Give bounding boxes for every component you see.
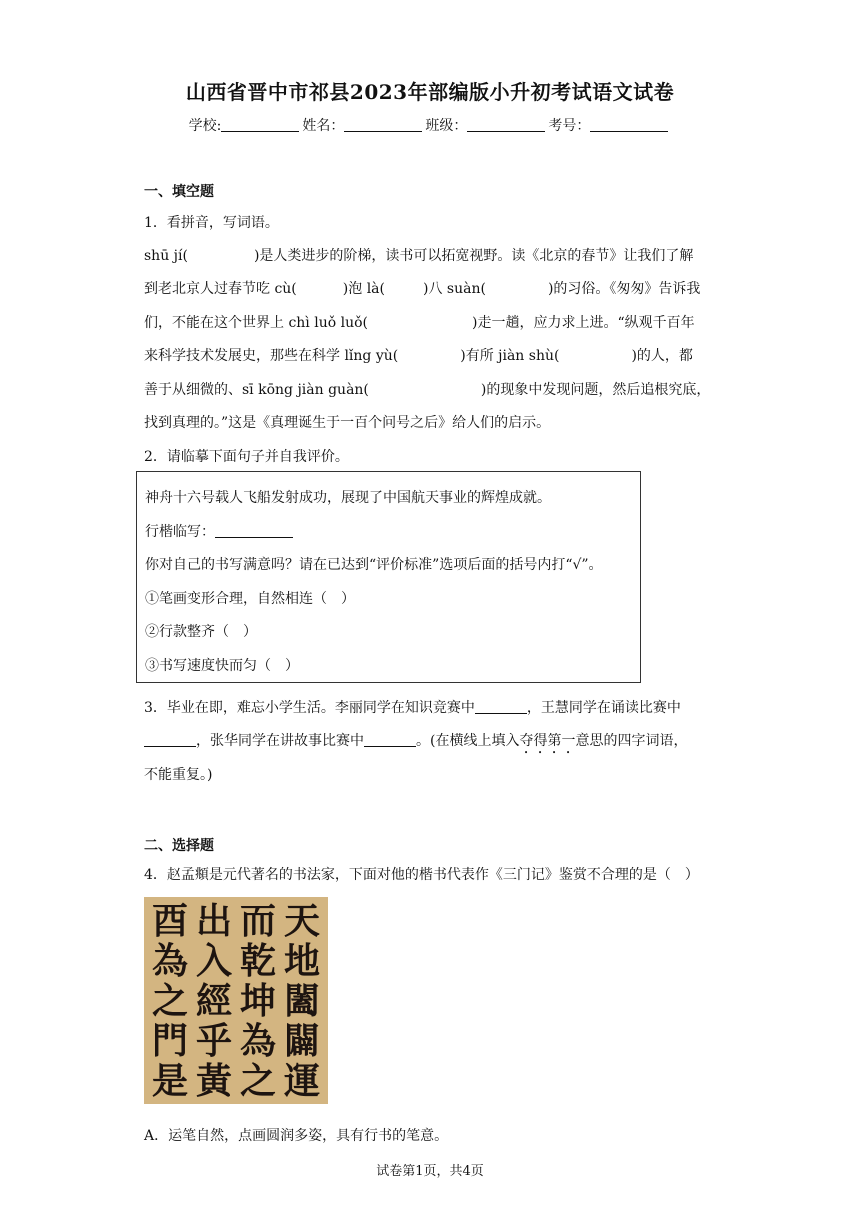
calligraphy-character: 酉 xyxy=(151,900,188,942)
q1-l4-c: )的人，都 xyxy=(631,348,693,364)
q1-line-3 xyxy=(144,312,716,332)
q1-l3-b: )走一趟，应力求上进。“纵观千百年 xyxy=(472,315,695,331)
self-evaluation-question: 你对自己的书写满意吗？请在已达到“评价标准”选项后面的括号内打“√”。 xyxy=(145,557,603,573)
calligraphy-character: 為 xyxy=(151,940,188,982)
calligraphy-character: 之 xyxy=(239,1060,276,1102)
q3-l1-b: ，王慧同学在诵读比赛中 xyxy=(526,700,681,716)
number-blank[interactable] xyxy=(590,117,668,132)
q2-prompt: 2．请临摹下面句子并自我评价。 xyxy=(144,449,349,465)
page-footer: 试卷第1页，共4页 xyxy=(376,1164,484,1179)
calligraphy-column xyxy=(280,901,324,1101)
section-heading-choice: 二、选择题 xyxy=(144,838,214,854)
q3-l2-b: 。(在横线上填入 xyxy=(416,733,520,749)
q1-prompt: 1．看拼音，写词语。 xyxy=(144,215,279,231)
calligraphy-character: 門 xyxy=(151,1020,188,1062)
calligraphy-character: 出 xyxy=(195,900,232,942)
criterion-3[interactable]: ③书写速度快而匀（ ） xyxy=(145,658,299,674)
calligraphy-character: 地 xyxy=(283,940,320,982)
section-heading-fill: 一、填空题 xyxy=(144,184,214,200)
q4-option-a[interactable]: A．运笔自然，点画圆润多姿，具有行书的笔意。 xyxy=(144,1128,449,1144)
model-sentence: 神舟十六号载人飞船发射成功，展现了中国航天事业的辉煌成就。 xyxy=(145,490,551,506)
q1-line-6: 找到真理的。”这是《真理诞生于一百个问号之后》给人们的启示。 xyxy=(144,415,551,431)
student-info-row xyxy=(0,115,860,135)
q1-l2-b: )泡 là( xyxy=(342,281,385,297)
name-blank[interactable] xyxy=(344,117,422,132)
q3-l1-a: 3．毕业在即，难忘小学生活。李丽同学在知识竞赛中 xyxy=(144,700,475,716)
q1-l2-d: )的习俗。《匆匆》告诉我 xyxy=(547,281,701,297)
calligraphy-column xyxy=(192,901,236,1101)
q1-l2-c: )八 suàn( xyxy=(422,281,486,297)
name-label: 姓名： xyxy=(302,118,345,134)
number-label: 考号： xyxy=(548,118,591,134)
calligraphy-image xyxy=(144,897,328,1104)
criterion-2[interactable]: ②行款整齐（ ） xyxy=(145,624,257,640)
q3-line-1 xyxy=(144,697,716,717)
q1-l5-b: )的现象中发现问题，然后追根究底， xyxy=(480,382,711,398)
q1-line-4 xyxy=(144,345,716,365)
q3-line-3: 不能重复。) xyxy=(144,767,213,783)
copy-row xyxy=(145,521,293,541)
q3-l2-c: 意思的四字词语， xyxy=(575,733,688,749)
copy-label: 行楷临写： xyxy=(145,524,215,540)
calligraphy-character: 而 xyxy=(239,900,276,942)
copy-blank[interactable] xyxy=(215,523,293,538)
calligraphy-character: 之 xyxy=(151,980,188,1022)
calligraphy-character: 經 xyxy=(195,980,232,1022)
calligraphy-character: 黃 xyxy=(195,1060,232,1102)
calligraphy-character: 坤 xyxy=(239,980,276,1022)
calligraphy-character: 闢 xyxy=(283,1020,320,1062)
q4-prompt: 4．赵孟頫是元代著名的书法家，下面对他的楷书代表作《三门记》鉴赏不合理的是（ ） xyxy=(144,867,699,883)
class-label: 班级： xyxy=(425,118,468,134)
answer-blank[interactable] xyxy=(475,699,527,714)
q1-l4-a: 来科学技术发展史，那些在科学 lǐng yù( xyxy=(144,348,399,364)
criterion-1[interactable]: ①笔画变形合理，自然相连（ ） xyxy=(145,591,355,607)
copy-evaluation-box xyxy=(136,471,641,683)
q1-l3-a: 们，不能在这个世界上 chì luǒ luǒ( xyxy=(144,315,368,331)
q1-line-5 xyxy=(144,379,716,399)
q1-l2-a: 到老北京人过春节吃 cù( xyxy=(144,281,297,297)
q3-l2-a: ，张华同学在讲故事比赛中 xyxy=(196,733,364,749)
q1-l1-b: )是人类进步的阶梯，读书可以拓宽视野。读《北京的春节》让我们了解 xyxy=(253,248,694,264)
answer-blank[interactable] xyxy=(144,732,196,747)
q1-l4-b: )有所 jiàn shù( xyxy=(460,348,560,364)
calligraphy-character: 入 xyxy=(195,940,232,982)
calligraphy-character: 闔 xyxy=(283,980,320,1022)
q1-l5-a: 善于从细微的、sī kōng jiàn guàn( xyxy=(144,382,369,398)
calligraphy-character: 為 xyxy=(239,1020,276,1062)
answer-blank[interactable] xyxy=(364,732,416,747)
class-blank[interactable] xyxy=(467,117,545,132)
calligraphy-character: 乎 xyxy=(195,1020,232,1062)
calligraphy-character: 天 xyxy=(283,900,320,942)
school-blank[interactable] xyxy=(221,117,299,132)
calligraphy-character: 運 xyxy=(283,1060,320,1102)
calligraphy-character: 是 xyxy=(151,1060,188,1102)
q1-line-2 xyxy=(144,278,716,298)
emphasized-phrase: 夺得第一 xyxy=(519,733,576,749)
q3-line-2 xyxy=(144,730,716,757)
q1-l1-a: shū jí( xyxy=(144,248,188,264)
calligraphy-character: 乾 xyxy=(239,940,276,982)
exam-title: 山西省晋中市祁县2023年部编版小升初考试语文试卷 xyxy=(185,80,675,104)
school-label: 学校: xyxy=(188,118,222,134)
calligraphy-column xyxy=(236,901,280,1101)
calligraphy-column xyxy=(148,901,192,1101)
q1-line-1 xyxy=(144,245,716,265)
